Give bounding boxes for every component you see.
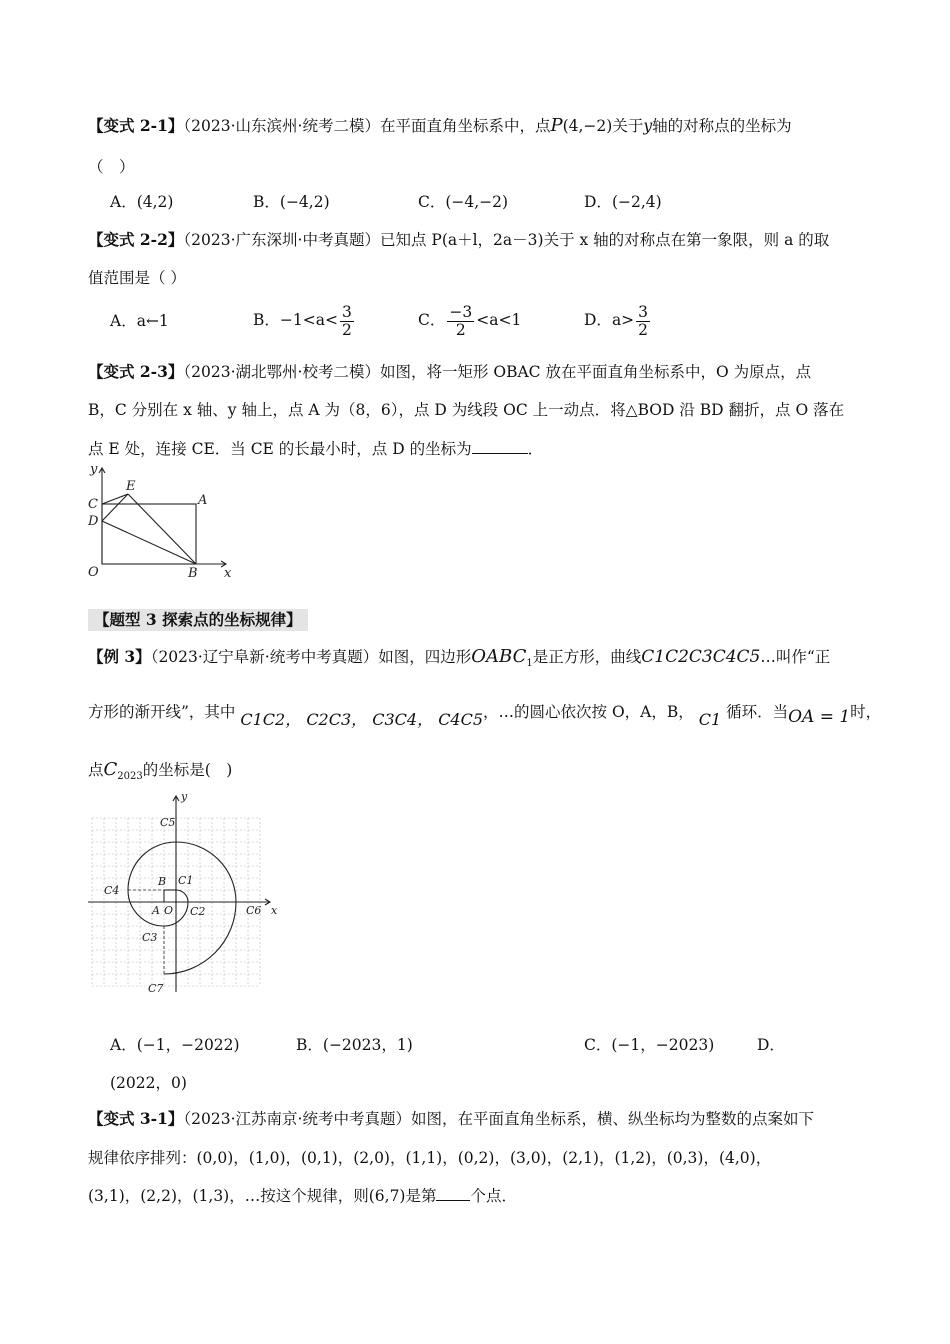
x-axis-label: x [271, 904, 278, 917]
c4-label: C4 [104, 884, 120, 897]
ex3-option-c: C．(−1，−2023) [584, 1036, 715, 1054]
v21-line1 [88, 114, 792, 138]
ex3-line2: 方形的渐开线”，其中 C1C2， C2C3， C3C4， C4C5，…的圆心依次按 O，A，B， C1 循环．当OA = 1时， [88, 703, 882, 729]
v22-option-b: B．−1<a< $\frac{3}{2}$ [253, 302, 352, 339]
v22-text: （2023·广东深圳·中考真题）已知点 P(a＋l，2a－3)关于 x 轴的对称点在第一象限，则 a 的取 [183, 231, 830, 249]
v22-line2: 值范围是（ ） [88, 269, 186, 287]
v22-heading: 【变式 2-2】 [88, 230, 184, 249]
v31-line2: 规律依序排列：(0,0)，(1,0)，(0,1)，(2,0)，(1,1)，(0,2)，(3,0)，(2,1)，(1,2)，(0,3)，(4,0)， [88, 1149, 772, 1167]
v23-line2: B，C 分别在 x 轴、y 轴上，点 A 为（8，6），点 D 为线段 OC 上一动点．将△BOD 沿 BD 翻折，点 O 落在 [88, 401, 845, 419]
arc-list: C1C2， C2C3， C3C4， C4C5 [240, 710, 484, 729]
section-banner: 【题型 3 探索点的坐标规律】 [88, 609, 308, 631]
v23-line1 [88, 360, 811, 384]
curve-name: C1C2C3C4C5 [641, 647, 761, 667]
v21-option-b: B．(−4,2) [253, 193, 330, 211]
v21-paren: （ ） [88, 158, 135, 176]
point-a-label: A [198, 493, 208, 508]
c3-label: C3 [142, 931, 158, 944]
answer-blank [436, 1186, 470, 1201]
v21-option-c: C．(−4,−2) [418, 193, 509, 211]
y-axis-label: y [181, 790, 188, 803]
c2-label: C2 [190, 905, 206, 918]
x-axis-label: x [224, 566, 232, 581]
v22-line1 [88, 228, 829, 252]
v22-option-c: C． $\frac{-3}{2}$ <a<1 [418, 302, 522, 339]
origin-label: O [88, 565, 99, 580]
v21-option-a: A．(4,2) [110, 193, 174, 211]
fraction: $\frac{-3}{2}$ [449, 302, 473, 339]
rectangle-figure [84, 460, 244, 582]
c1-label: C1 [178, 874, 194, 887]
origin-label: O [164, 904, 174, 917]
c5-label: C5 [160, 816, 176, 829]
ex3-option-d-label: D． [757, 1036, 785, 1054]
c7-label: C7 [148, 982, 164, 995]
v22-option-d: D．a> $\frac{3}{2}$ [584, 302, 649, 339]
point-b-label: B [158, 875, 167, 888]
fraction: $\frac{3}{2}$ [341, 302, 352, 339]
v21-text2: 关于 [612, 117, 644, 135]
ex3-line1: 【例 3】（2023·辽宁阜新·统考中考真题）如图，四边形$OABC_1$是正方形，曲线C1C2C3C4C5…叫作“正 [88, 646, 831, 670]
v23-heading: 【变式 2-3】 [88, 362, 184, 381]
v21-coord: (4,−2) [562, 117, 613, 135]
v31-line3: (3,1)，(2,2)，(1,3)，…按这个规律，则(6,7)是第 个点． [88, 1187, 517, 1205]
ex3-option-b: B．(−2023，1) [296, 1036, 413, 1054]
ex3-option-d-value: (2022，0) [110, 1074, 187, 1092]
ex3-line3: 点$C_{2023}$的坐标是( ) [88, 759, 233, 783]
v23-line3: 点 E 处，连接 CE．当 CE 的长最小时，点 D 的坐标为 ． [88, 440, 544, 458]
ex3-heading: 【例 3】 [88, 647, 151, 666]
point-a-label: A [152, 904, 160, 917]
c6-label: C6 [246, 904, 262, 917]
v31-line1: 【变式 3-1】（2023·江苏南京·统考中考真题）如图，在平面直角坐标系，横、纵坐标均为整数的点案如下 [88, 1109, 814, 1128]
v21-point: P [550, 115, 563, 136]
point-c-label: C [88, 497, 98, 512]
v21-heading: 【变式 2-1】 [88, 116, 184, 135]
v21-text: （2023·山东滨州·统考二模）在平面直角坐标系中，点 [183, 117, 551, 135]
point-d-label: D [88, 514, 99, 529]
v21-axis: y [643, 117, 653, 135]
v21-text3: 轴的对称点的坐标为 [652, 117, 792, 135]
ex3-option-a: A．(−1，−2022) [110, 1036, 240, 1054]
answer-blank [472, 439, 528, 454]
v22-option-a: A．a←1 [110, 312, 169, 330]
y-axis-label: y [90, 462, 98, 477]
fraction: $\frac{3}{2}$ [638, 302, 649, 339]
v21-option-d: D．(−2,4) [584, 193, 662, 211]
v23-text1: （2023·湖北鄂州·校考二模）如图，将一矩形 OBAC 放在平面直角坐标系中，O 为原点，点 [183, 363, 812, 381]
v31-heading: 【变式 3-1】 [88, 1109, 184, 1128]
involute-figure [84, 786, 284, 1000]
point-b-label: B [188, 566, 198, 581]
point-e-label: E [126, 479, 136, 494]
